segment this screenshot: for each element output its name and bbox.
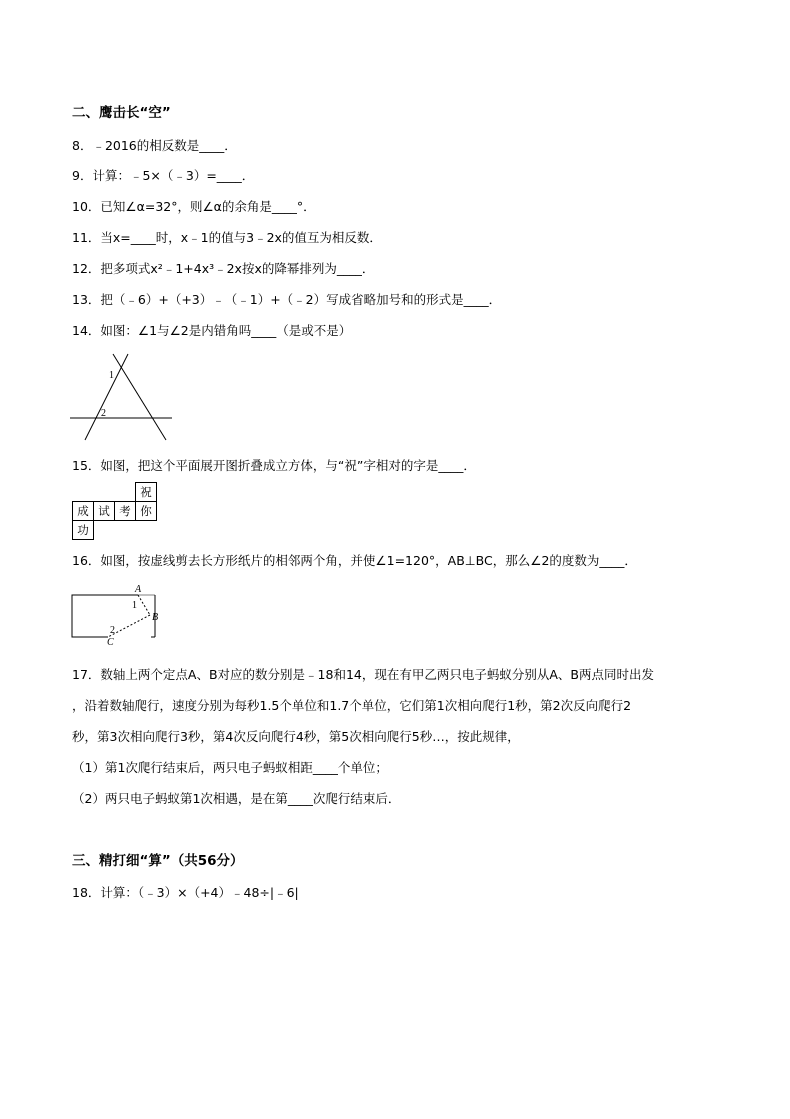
section-2-title: 二、鹰击长“空” [72,105,171,121]
q15-cube-net [72,482,157,540]
q16-label-A: A [135,584,142,595]
q16-label-C: C [107,637,114,645]
q16-label-1: 1 [132,600,137,611]
question-8: 8．﹣2016的相反数是____． [72,138,237,153]
q16-rectangle-figure [68,580,173,645]
question-13: 13．把（﹣6）+（+3）﹣（﹣1）+（﹣2）写成省略加号和的形式是____． [72,292,502,307]
question-11: 11．当x=____时，x﹣1的值与3﹣2x的值互为相反数． [72,230,382,245]
section-3-title: 三、精打细“算”（共56分） [72,853,244,869]
net-cell-row-3: 考 [115,502,136,521]
q16-label-2: 2 [110,625,115,636]
net-cell-row-4: 你 [136,502,157,521]
question-16: 16．如图，按虚线剪去长方形纸片的相邻两个角，并使∠1=120°，AB⊥BC，那么∠2的度数为____． [72,553,637,568]
question-17-part-1: （1）第1次爬行结束后，两只电子蚂蚁相距____个单位； [72,760,388,775]
question-17-line-2: ，沿着数轴爬行，速度分别为每秒1.5个单位和1.7个单位，它们第1次相向爬行1秒，第2次反向爬行2 [72,698,632,713]
question-17-part-2: （2）两只电子蚂蚁第1次相遇，是在第____次爬行结束后． [72,791,401,806]
q14-label-2: 2 [101,408,106,419]
question-15: 15．如图，把这个平面展开图折叠成立方体，与“祝”字相对的字是____． [72,458,476,473]
q16-label-B: B [152,612,159,623]
net-cell-top: 祝 [136,483,157,502]
question-17-line-1: 17．数轴上两个定点A、B对应的数分别是﹣18和14，现在有甲乙两只电子蚂蚁分别从A、B两点同时出发 [72,667,654,682]
question-12: 12．把多项式x²﹣1+4x³﹣2x按x的降幂排列为____． [72,261,375,276]
question-10: 10．已知∠α=32°，则∠α的余角是____°． [72,199,316,214]
net-cell-bottom: 功 [73,521,94,540]
question-9: 9．计算：﹣5×（﹣3）=____． [72,168,255,183]
question-18: 18．计算：（﹣3）×（+4）﹣48÷|﹣6| [72,885,299,900]
q14-label-1: 1 [109,370,114,381]
q14-angle-figure [68,350,178,445]
question-17-line-3: 秒，第3次相向爬行3秒，第4次反向爬行4秒，第5次相向爬行5秒…，按此规律， [72,729,520,744]
question-14: 14．如图：∠1与∠2是内错角吗____（是或不是） [72,323,352,338]
net-cell-row-1: 成 [73,502,94,521]
net-cell-row-2: 试 [94,502,115,521]
